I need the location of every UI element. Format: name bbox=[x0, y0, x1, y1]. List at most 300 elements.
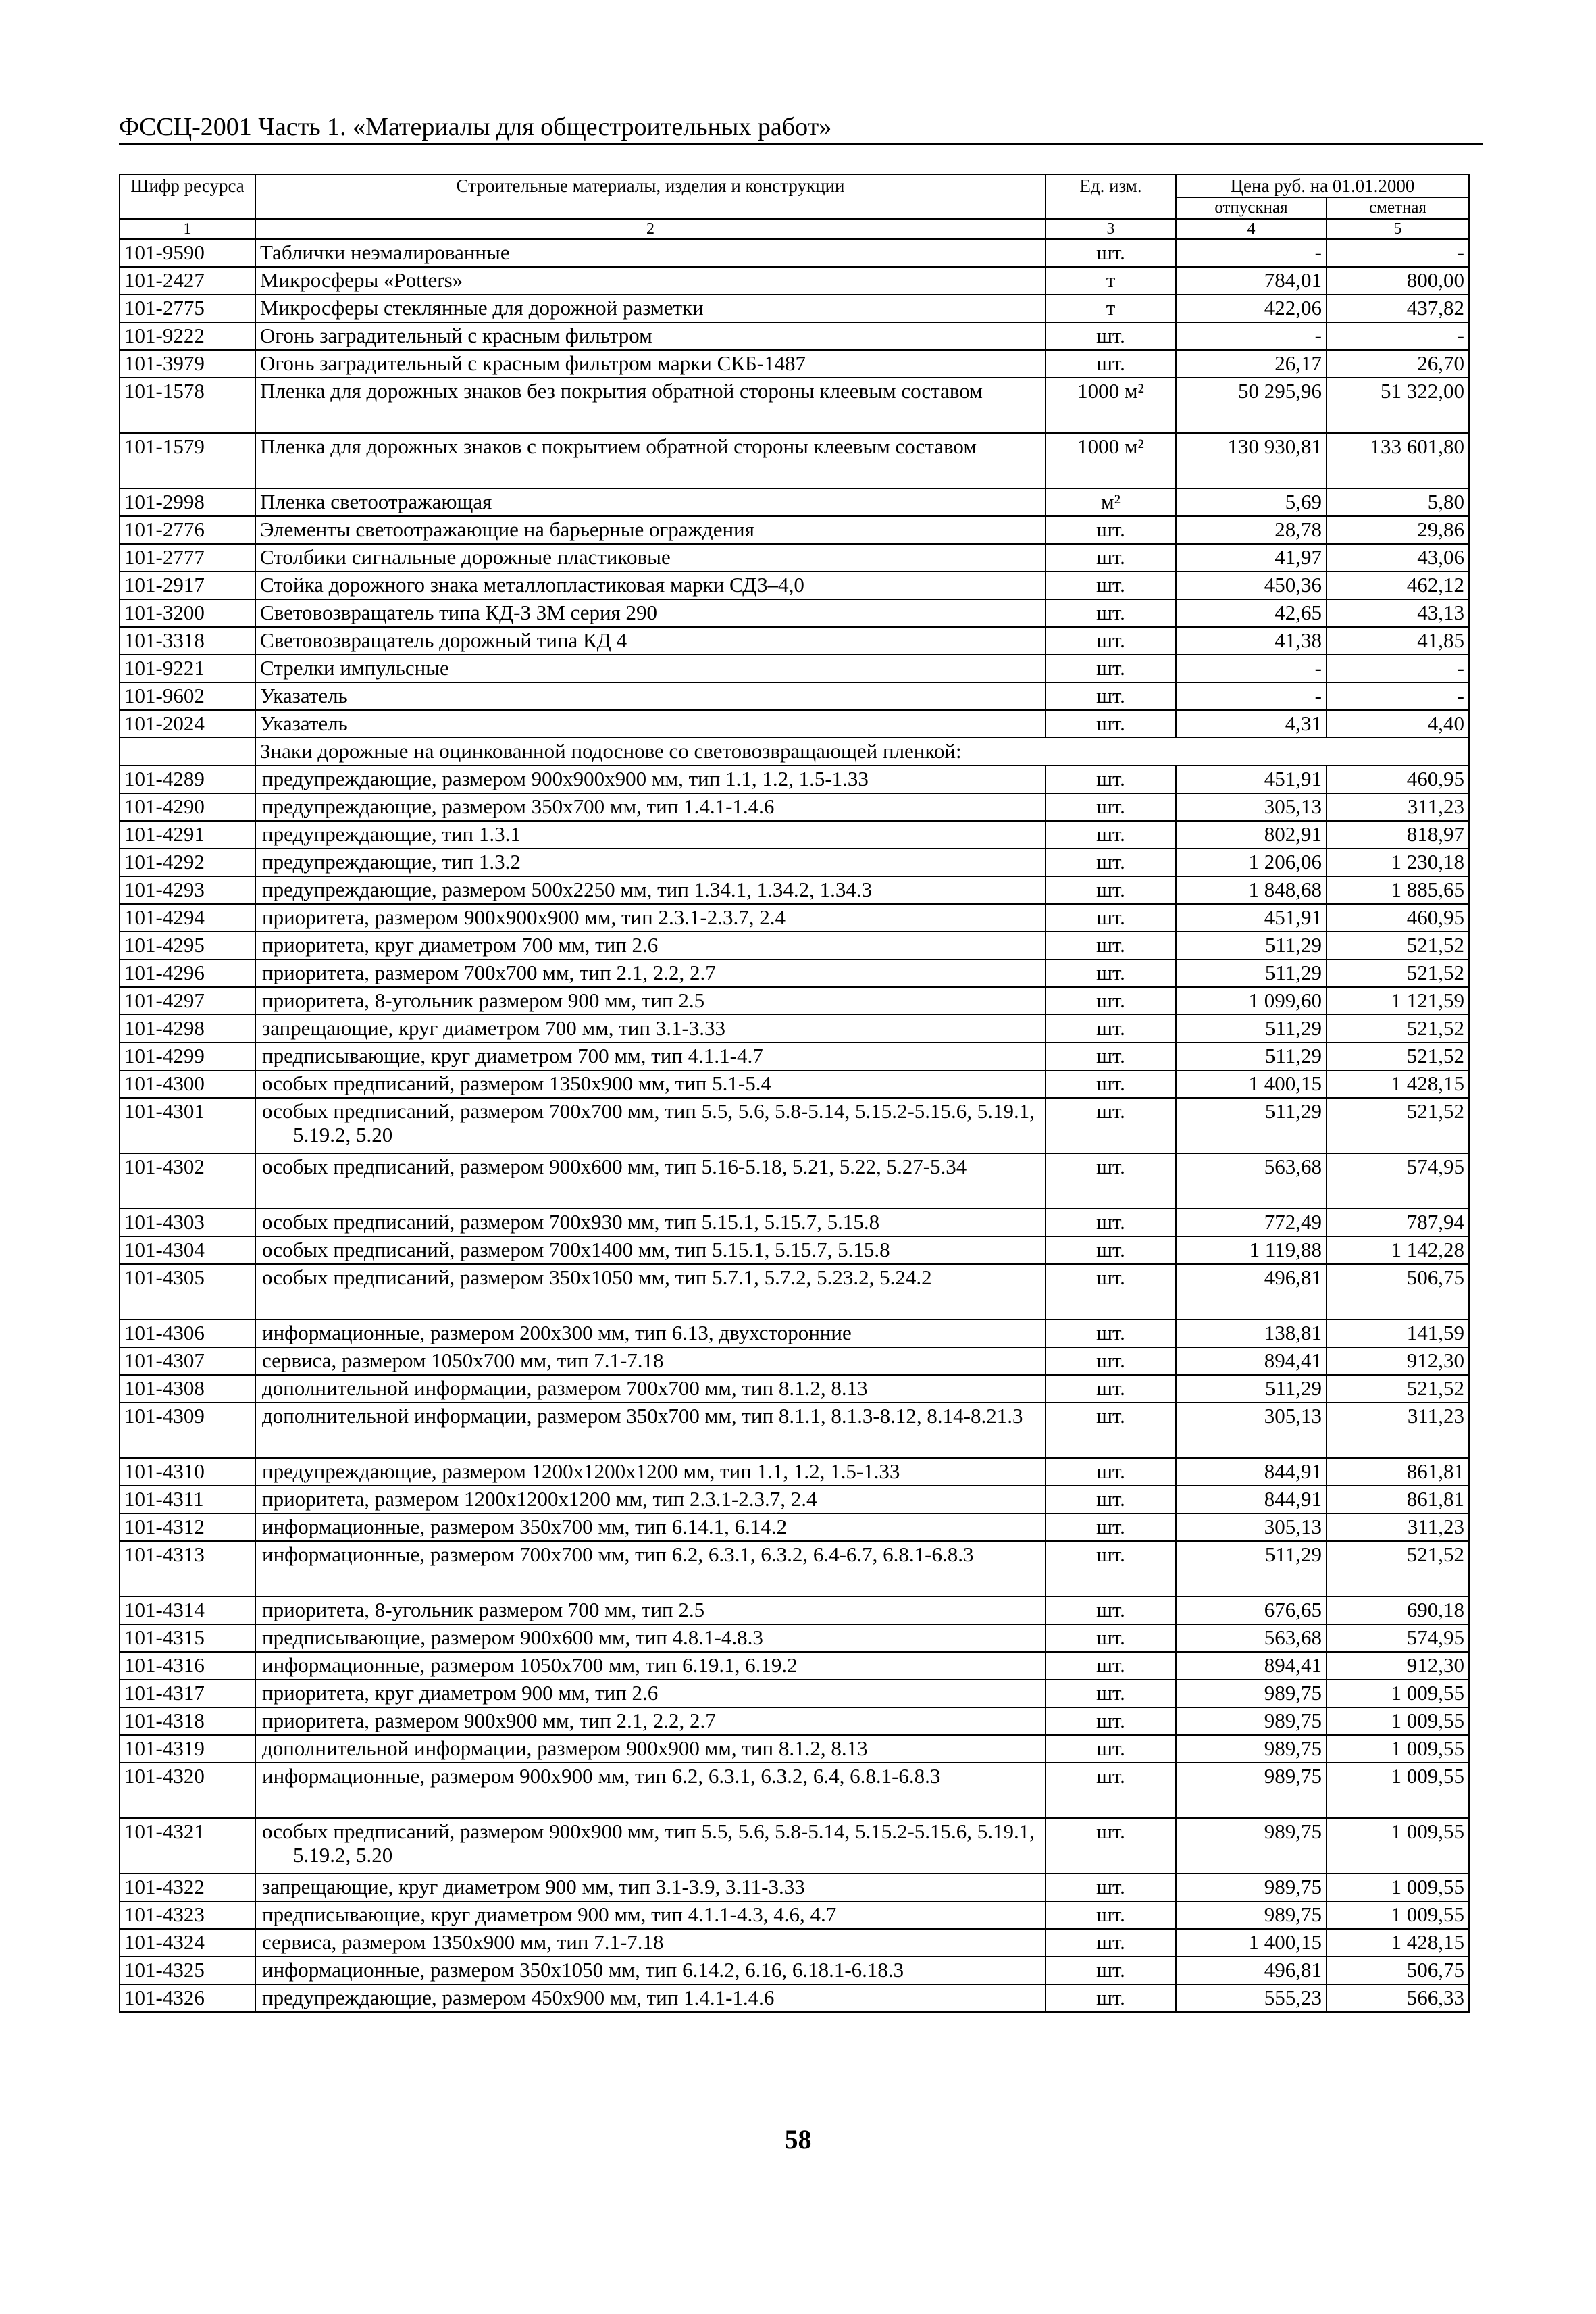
unit: шт. bbox=[1046, 765, 1176, 793]
estimate-price: 29,86 bbox=[1327, 516, 1469, 544]
table-row bbox=[120, 1403, 1469, 1458]
item-name bbox=[255, 1042, 1046, 1070]
unit: шт. bbox=[1046, 1319, 1176, 1347]
unit: шт. bbox=[1046, 1153, 1176, 1209]
resource-code: 101-4326 bbox=[120, 1984, 255, 2012]
item-name: Указатель bbox=[255, 682, 1046, 710]
item-name: Стрелки импульсные bbox=[255, 655, 1046, 682]
estimate-price: 1 142,28 bbox=[1327, 1236, 1469, 1264]
release-price: - bbox=[1176, 655, 1327, 682]
table-row bbox=[120, 599, 1469, 627]
item-name-text: предупреждающие, размером 500х2250 мм, тип 1.34.1, 1.34.2, 1.34.3 bbox=[262, 878, 873, 901]
unit: шт. bbox=[1046, 239, 1176, 267]
unit: 1000 м² bbox=[1046, 378, 1176, 433]
table-row bbox=[120, 849, 1469, 876]
item-name bbox=[255, 959, 1046, 987]
table-row bbox=[120, 1680, 1469, 1707]
table-row bbox=[120, 1209, 1469, 1236]
item-name-text: приоритета, размером 900х900х900 мм, тип 2.3.1-2.3.7, 2.4 bbox=[262, 905, 786, 929]
resource-code: 101-2777 bbox=[120, 544, 255, 572]
estimate-price: 1 121,59 bbox=[1327, 987, 1469, 1015]
unit: шт. bbox=[1046, 1707, 1176, 1735]
release-price: 784,01 bbox=[1176, 267, 1327, 295]
resource-code: 101-4291 bbox=[120, 821, 255, 849]
table-row bbox=[120, 959, 1469, 987]
unit: шт. bbox=[1046, 876, 1176, 904]
resource-code: 101-9221 bbox=[120, 655, 255, 682]
estimate-price: 26,70 bbox=[1327, 350, 1469, 378]
item-name bbox=[255, 904, 1046, 932]
release-price: 555,23 bbox=[1176, 1984, 1327, 2012]
unit: шт. bbox=[1046, 710, 1176, 738]
unit: шт. bbox=[1046, 821, 1176, 849]
unit: шт. bbox=[1046, 849, 1176, 876]
unit: шт. bbox=[1046, 1680, 1176, 1707]
item-name bbox=[255, 932, 1046, 959]
unit: шт. bbox=[1046, 599, 1176, 627]
estimate-price: 311,23 bbox=[1327, 793, 1469, 821]
release-price: 511,29 bbox=[1176, 1098, 1327, 1153]
resource-code: 101-4295 bbox=[120, 932, 255, 959]
release-price: 802,91 bbox=[1176, 821, 1327, 849]
table-row bbox=[120, 1818, 1469, 1873]
table-row bbox=[120, 821, 1469, 849]
resource-code: 101-4309 bbox=[120, 1403, 255, 1458]
unit: шт. bbox=[1046, 350, 1176, 378]
table-row bbox=[120, 904, 1469, 932]
item-name bbox=[255, 1873, 1046, 1901]
resource-code: 101-4324 bbox=[120, 1929, 255, 1957]
resource-code: 101-4294 bbox=[120, 904, 255, 932]
column-number: 1 bbox=[120, 219, 255, 239]
estimate-price: 460,95 bbox=[1327, 765, 1469, 793]
estimate-price: 1 009,55 bbox=[1327, 1763, 1469, 1818]
release-price: 1 400,15 bbox=[1176, 1070, 1327, 1098]
table-row bbox=[120, 267, 1469, 295]
resource-code: 101-4312 bbox=[120, 1513, 255, 1541]
item-name-text: предупреждающие, размером 350х700 мм, тип 1.4.1-1.4.6 bbox=[262, 795, 775, 818]
release-price: 989,75 bbox=[1176, 1707, 1327, 1735]
item-name-text: дополнительной информации, размером 350х700 мм, тип 8.1.1, 8.1.3-8.12, 8.14-8.21.3 bbox=[262, 1404, 1023, 1428]
resource-code: 101-9602 bbox=[120, 682, 255, 710]
release-price: 989,75 bbox=[1176, 1901, 1327, 1929]
estimate-price: 912,30 bbox=[1327, 1347, 1469, 1375]
estimate-price: 1 009,55 bbox=[1327, 1707, 1469, 1735]
unit: шт. bbox=[1046, 1042, 1176, 1070]
item-name-text: приоритета, размером 1200х1200х1200 мм, тип 2.3.1-2.3.7, 2.4 bbox=[262, 1487, 817, 1511]
resource-code: 101-4299 bbox=[120, 1042, 255, 1070]
unit: шт. bbox=[1046, 1957, 1176, 1984]
resource-code: 101-4306 bbox=[120, 1319, 255, 1347]
item-name bbox=[255, 1984, 1046, 2012]
estimate-price: 521,52 bbox=[1327, 1375, 1469, 1403]
unit: шт. bbox=[1046, 1098, 1176, 1153]
unit: шт. bbox=[1046, 1873, 1176, 1901]
item-name bbox=[255, 1347, 1046, 1375]
release-price: 1 099,60 bbox=[1176, 987, 1327, 1015]
item-name: Пленка для дорожных знаков без покрытия обратной стороны клеевым составом bbox=[255, 378, 1046, 433]
resource-code: 101-4296 bbox=[120, 959, 255, 987]
estimate-price: 1 428,15 bbox=[1327, 1070, 1469, 1098]
unit: шт. bbox=[1046, 544, 1176, 572]
release-price: 894,41 bbox=[1176, 1652, 1327, 1680]
estimate-price: - bbox=[1327, 682, 1469, 710]
table-row bbox=[120, 682, 1469, 710]
item-name bbox=[255, 849, 1046, 876]
item-name bbox=[255, 1652, 1046, 1680]
item-name-text: особых предписаний, размером 1350х900 мм, тип 5.1-5.4 bbox=[262, 1072, 771, 1095]
resource-code: 101-4303 bbox=[120, 1209, 255, 1236]
unit: т bbox=[1046, 267, 1176, 295]
release-price: 989,75 bbox=[1176, 1818, 1327, 1873]
estimate-price: 506,75 bbox=[1327, 1264, 1469, 1319]
estimate-price: 574,95 bbox=[1327, 1624, 1469, 1652]
estimate-price: 521,52 bbox=[1327, 959, 1469, 987]
unit: шт. bbox=[1046, 1347, 1176, 1375]
item-name bbox=[255, 1098, 1046, 1153]
unit: шт. bbox=[1046, 1818, 1176, 1873]
item-name bbox=[255, 1680, 1046, 1707]
item-name-text: предупреждающие, размером 1200х1200х1200 мм, тип 1.1, 1.2, 1.5-1.33 bbox=[262, 1459, 900, 1483]
release-price: 451,91 bbox=[1176, 904, 1327, 932]
resource-code: 101-4293 bbox=[120, 876, 255, 904]
release-price: 138,81 bbox=[1176, 1319, 1327, 1347]
unit: шт. bbox=[1046, 627, 1176, 655]
resource-code: 101-4314 bbox=[120, 1596, 255, 1624]
item-name: Световозвращатель дорожный типа КД 4 bbox=[255, 627, 1046, 655]
estimate-price: 566,33 bbox=[1327, 1984, 1469, 2012]
item-name-text: информационные, размером 200х300 мм, тип 6.13, двухсторонние bbox=[262, 1321, 852, 1344]
resource-code: 101-4304 bbox=[120, 1236, 255, 1264]
table-row bbox=[120, 1901, 1469, 1929]
estimate-price: 43,06 bbox=[1327, 544, 1469, 572]
table-row bbox=[120, 1070, 1469, 1098]
release-price: - bbox=[1176, 322, 1327, 350]
resource-code: 101-4323 bbox=[120, 1901, 255, 1929]
estimate-price: 1 428,15 bbox=[1327, 1929, 1469, 1957]
resource-code: 101-1579 bbox=[120, 433, 255, 488]
resource-code: 101-4315 bbox=[120, 1624, 255, 1652]
resource-code: 101-4307 bbox=[120, 1347, 255, 1375]
release-price: 26,17 bbox=[1176, 350, 1327, 378]
item-name bbox=[255, 1264, 1046, 1319]
resource-code: 101-4325 bbox=[120, 1957, 255, 1984]
item-name: Таблички неэмалированные bbox=[255, 239, 1046, 267]
resource-code: 101-4317 bbox=[120, 1680, 255, 1707]
section-code-empty bbox=[120, 738, 255, 765]
header-row bbox=[120, 174, 1469, 197]
estimate-price: 462,12 bbox=[1327, 572, 1469, 599]
item-name: Огонь заградительный с красным фильтром bbox=[255, 322, 1046, 350]
resource-code: 101-2917 bbox=[120, 572, 255, 599]
release-price: 496,81 bbox=[1176, 1957, 1327, 1984]
estimate-price: 51 322,00 bbox=[1327, 378, 1469, 433]
unit: шт. bbox=[1046, 1596, 1176, 1624]
table-row bbox=[120, 516, 1469, 544]
item-name bbox=[255, 1818, 1046, 1873]
item-name bbox=[255, 1957, 1046, 1984]
item-name-text: информационные, размером 700х700 мм, тип 6.2, 6.3.1, 6.3.2, 6.4-6.7, 6.8.1-6.8.3 bbox=[262, 1542, 974, 1566]
release-price: 130 930,81 bbox=[1176, 433, 1327, 488]
table-row bbox=[120, 1042, 1469, 1070]
table-row bbox=[120, 1984, 1469, 2012]
release-price: 511,29 bbox=[1176, 1375, 1327, 1403]
release-price: 844,91 bbox=[1176, 1486, 1327, 1513]
release-price: 511,29 bbox=[1176, 932, 1327, 959]
item-name: Микросферы «Potters» bbox=[255, 267, 1046, 295]
table-row bbox=[120, 1513, 1469, 1541]
item-name: Элементы светоотражающие на барьерные ограждения bbox=[255, 516, 1046, 544]
resource-code: 101-9590 bbox=[120, 239, 255, 267]
release-price: 305,13 bbox=[1176, 793, 1327, 821]
item-name bbox=[255, 1624, 1046, 1652]
header-release: отпускная bbox=[1176, 197, 1327, 219]
resource-code: 101-2998 bbox=[120, 488, 255, 516]
item-name-text: сервиса, размером 1350х900 мм, тип 7.1-7.18 bbox=[262, 1930, 664, 1954]
table-row bbox=[120, 1319, 1469, 1347]
release-price: 989,75 bbox=[1176, 1763, 1327, 1818]
item-name bbox=[255, 1486, 1046, 1513]
item-name-text: приоритета, круг диаметром 900 мм, тип 2.6 bbox=[262, 1681, 659, 1705]
header-unit: Ед. изм. bbox=[1046, 174, 1176, 219]
resource-code: 101-4320 bbox=[120, 1763, 255, 1818]
estimate-price: 1 009,55 bbox=[1327, 1680, 1469, 1707]
header-estimate: сметная bbox=[1327, 197, 1469, 219]
estimate-price: 690,18 bbox=[1327, 1596, 1469, 1624]
unit: м² bbox=[1046, 488, 1176, 516]
resource-code: 101-4311 bbox=[120, 1486, 255, 1513]
table-row bbox=[120, 1264, 1469, 1319]
unit: шт. bbox=[1046, 987, 1176, 1015]
estimate-price: 460,95 bbox=[1327, 904, 1469, 932]
resource-code: 101-1578 bbox=[120, 378, 255, 433]
unit: шт. bbox=[1046, 1652, 1176, 1680]
item-name: Пленка для дорожных знаков с покрытием обратной стороны клеевым составом bbox=[255, 433, 1046, 488]
item-name-text: особых предписаний, размером 700х700 мм, тип 5.5, 5.6, 5.8-5.14, 5.15.2-5.15.6, 5.19.1, 5.19.2, 5.20 bbox=[262, 1099, 1035, 1147]
item-name-text: информационные, размером 1050х700 мм, тип 6.19.1, 6.19.2 bbox=[262, 1653, 798, 1677]
resource-code: 101-4305 bbox=[120, 1264, 255, 1319]
table-row bbox=[120, 239, 1469, 267]
release-price: 451,91 bbox=[1176, 765, 1327, 793]
column-number-row bbox=[120, 219, 1469, 239]
estimate-price: 5,80 bbox=[1327, 488, 1469, 516]
table-row bbox=[120, 1763, 1469, 1818]
table-row bbox=[120, 544, 1469, 572]
unit: шт. bbox=[1046, 1541, 1176, 1596]
item-name-text: дополнительной информации, размером 700х700 мм, тип 8.1.2, 8.13 bbox=[262, 1376, 868, 1400]
table-row bbox=[120, 655, 1469, 682]
table-row bbox=[120, 1957, 1469, 1984]
table-row bbox=[120, 1929, 1469, 1957]
resource-code: 101-4322 bbox=[120, 1873, 255, 1901]
unit: шт. bbox=[1046, 1513, 1176, 1541]
table-row bbox=[120, 433, 1469, 488]
table-row bbox=[120, 932, 1469, 959]
item-name bbox=[255, 1070, 1046, 1098]
release-price: 50 295,96 bbox=[1176, 378, 1327, 433]
estimate-price: 861,81 bbox=[1327, 1458, 1469, 1486]
estimate-price: 800,00 bbox=[1327, 267, 1469, 295]
item-name bbox=[255, 1596, 1046, 1624]
item-name bbox=[255, 1541, 1046, 1596]
item-name bbox=[255, 821, 1046, 849]
table-row bbox=[120, 876, 1469, 904]
resource-code: 101-4302 bbox=[120, 1153, 255, 1209]
table-row bbox=[120, 350, 1469, 378]
estimate-price: 41,85 bbox=[1327, 627, 1469, 655]
estimate-price: 437,82 bbox=[1327, 295, 1469, 322]
estimate-price: 311,23 bbox=[1327, 1403, 1469, 1458]
release-price: - bbox=[1176, 682, 1327, 710]
unit: шт. bbox=[1046, 959, 1176, 987]
estimate-price: 4,40 bbox=[1327, 710, 1469, 738]
estimate-price: 506,75 bbox=[1327, 1957, 1469, 1984]
table-row bbox=[120, 1015, 1469, 1042]
release-price: 511,29 bbox=[1176, 1042, 1327, 1070]
estimate-price: 818,97 bbox=[1327, 821, 1469, 849]
release-price: 989,75 bbox=[1176, 1735, 1327, 1763]
release-price: 496,81 bbox=[1176, 1264, 1327, 1319]
unit: шт. bbox=[1046, 1735, 1176, 1763]
release-price: 563,68 bbox=[1176, 1624, 1327, 1652]
estimate-price: 1 009,55 bbox=[1327, 1735, 1469, 1763]
item-name bbox=[255, 1403, 1046, 1458]
table-row bbox=[120, 378, 1469, 433]
item-name bbox=[255, 1735, 1046, 1763]
resource-code: 101-4318 bbox=[120, 1707, 255, 1735]
unit: шт. bbox=[1046, 904, 1176, 932]
item-name-text: приоритета, круг диаметром 700 мм, тип 2.6 bbox=[262, 933, 659, 957]
item-name-text: сервиса, размером 1050х700 мм, тип 7.1-7.18 bbox=[262, 1349, 664, 1372]
table-row bbox=[120, 793, 1469, 821]
table-row bbox=[120, 987, 1469, 1015]
release-price: 28,78 bbox=[1176, 516, 1327, 544]
resource-code: 101-4319 bbox=[120, 1735, 255, 1763]
resource-code: 101-4308 bbox=[120, 1375, 255, 1403]
header-name: Строительные материалы, изделия и конструкции bbox=[255, 174, 1046, 219]
estimate-price: 1 009,55 bbox=[1327, 1873, 1469, 1901]
release-price: 511,29 bbox=[1176, 1015, 1327, 1042]
item-name-text: приоритета, 8-угольник размером 900 мм, тип 2.5 bbox=[262, 988, 705, 1012]
resource-code: 101-4313 bbox=[120, 1541, 255, 1596]
item-name-text: предупреждающие, размером 900х900х900 мм, тип 1.1, 1.2, 1.5-1.33 bbox=[262, 767, 869, 790]
estimate-price: 1 009,55 bbox=[1327, 1901, 1469, 1929]
column-number: 4 bbox=[1176, 219, 1327, 239]
unit: шт. bbox=[1046, 1264, 1176, 1319]
unit: шт. bbox=[1046, 1403, 1176, 1458]
estimate-price: 133 601,80 bbox=[1327, 433, 1469, 488]
table-body bbox=[120, 174, 1469, 2012]
item-name-text: особых предписаний, размером 900х600 мм, тип 5.16-5.18, 5.21, 5.22, 5.27-5.34 bbox=[262, 1155, 967, 1178]
unit: шт. bbox=[1046, 1901, 1176, 1929]
resource-code: 101-4301 bbox=[120, 1098, 255, 1153]
item-name-text: предписывающие, круг диаметром 900 мм, тип 4.1.1-4.3, 4.6, 4.7 bbox=[262, 1903, 837, 1926]
unit: шт. bbox=[1046, 1624, 1176, 1652]
item-name-text: запрещающие, круг диаметром 900 мм, тип 3.1-3.9, 3.11-3.33 bbox=[262, 1875, 805, 1898]
table-row bbox=[120, 1153, 1469, 1209]
release-price: - bbox=[1176, 239, 1327, 267]
resource-code: 101-3200 bbox=[120, 599, 255, 627]
resource-code: 101-2775 bbox=[120, 295, 255, 322]
resource-code: 101-2776 bbox=[120, 516, 255, 544]
header-rule bbox=[119, 143, 1483, 145]
estimate-price: 521,52 bbox=[1327, 1541, 1469, 1596]
item-name: Столбики сигнальные дорожные пластиковые bbox=[255, 544, 1046, 572]
resource-code: 101-4321 bbox=[120, 1818, 255, 1873]
release-price: 1 848,68 bbox=[1176, 876, 1327, 904]
column-number: 2 bbox=[255, 219, 1046, 239]
release-price: 305,13 bbox=[1176, 1403, 1327, 1458]
item-name-text: дополнительной информации, размером 900х900 мм, тип 8.1.2, 8.13 bbox=[262, 1736, 868, 1760]
item-name bbox=[255, 1707, 1046, 1735]
item-name bbox=[255, 1513, 1046, 1541]
item-name bbox=[255, 765, 1046, 793]
table-row bbox=[120, 627, 1469, 655]
item-name bbox=[255, 1375, 1046, 1403]
item-name bbox=[255, 1236, 1046, 1264]
estimate-price: 912,30 bbox=[1327, 1652, 1469, 1680]
estimate-price: 141,59 bbox=[1327, 1319, 1469, 1347]
estimate-price: 521,52 bbox=[1327, 1042, 1469, 1070]
estimate-price: 861,81 bbox=[1327, 1486, 1469, 1513]
item-name: Световозвращатель типа КД-3 ЗМ серия 290 bbox=[255, 599, 1046, 627]
release-price: 4,31 bbox=[1176, 710, 1327, 738]
table-row bbox=[120, 1098, 1469, 1153]
item-name: Огонь заградительный с красным фильтром марки СКБ-1487 bbox=[255, 350, 1046, 378]
page-header: ФССЦ-2001 Часть 1. «Материалы для общестроительных работ» bbox=[119, 113, 832, 141]
resource-code: 101-4298 bbox=[120, 1015, 255, 1042]
release-price: 676,65 bbox=[1176, 1596, 1327, 1624]
item-name-text: приоритета, 8-угольник размером 700 мм, тип 2.5 bbox=[262, 1598, 705, 1621]
release-price: 563,68 bbox=[1176, 1153, 1327, 1209]
release-price: 511,29 bbox=[1176, 1541, 1327, 1596]
estimate-price: - bbox=[1327, 239, 1469, 267]
release-price: 989,75 bbox=[1176, 1680, 1327, 1707]
resource-code: 101-4297 bbox=[120, 987, 255, 1015]
unit: шт. bbox=[1046, 932, 1176, 959]
table-row bbox=[120, 1375, 1469, 1403]
item-name-text: предупреждающие, размером 450х900 мм, тип 1.4.1-1.4.6 bbox=[262, 1986, 775, 2009]
resource-code: 101-2427 bbox=[120, 267, 255, 295]
estimate-price: 521,52 bbox=[1327, 1015, 1469, 1042]
release-price: 41,38 bbox=[1176, 627, 1327, 655]
table-row bbox=[120, 1458, 1469, 1486]
item-name: Указатель bbox=[255, 710, 1046, 738]
table-row bbox=[120, 1735, 1469, 1763]
item-name-text: запрещающие, круг диаметром 700 мм, тип 3.1-3.33 bbox=[262, 1016, 726, 1040]
estimate-price: - bbox=[1327, 322, 1469, 350]
resource-code: 101-4316 bbox=[120, 1652, 255, 1680]
table-row bbox=[120, 1707, 1469, 1735]
estimate-price: 521,52 bbox=[1327, 1098, 1469, 1153]
table-row bbox=[120, 1236, 1469, 1264]
item-name-text: предписывающие, размером 900х600 мм, тип 4.8.1-4.8.3 bbox=[262, 1626, 763, 1649]
table-row bbox=[120, 295, 1469, 322]
release-price: 1 206,06 bbox=[1176, 849, 1327, 876]
unit: 1000 м² bbox=[1046, 433, 1176, 488]
estimate-price: - bbox=[1327, 655, 1469, 682]
estimate-price: 1 230,18 bbox=[1327, 849, 1469, 876]
item-name-text: особых предписаний, размером 900х900 мм, тип 5.5, 5.6, 5.8-5.14, 5.15.2-5.15.6, 5.19.1, 5.19.2, 5.20 bbox=[262, 1819, 1035, 1867]
unit: т bbox=[1046, 295, 1176, 322]
table-row bbox=[120, 572, 1469, 599]
item-name bbox=[255, 1901, 1046, 1929]
resource-code: 101-3979 bbox=[120, 350, 255, 378]
item-name-text: информационные, размером 900х900 мм, тип 6.2, 6.3.1, 6.3.2, 6.4, 6.8.1-6.8.3 bbox=[262, 1764, 941, 1788]
item-name: Пленка светоотражающая bbox=[255, 488, 1046, 516]
unit: шт. bbox=[1046, 1375, 1176, 1403]
table-row bbox=[120, 488, 1469, 516]
